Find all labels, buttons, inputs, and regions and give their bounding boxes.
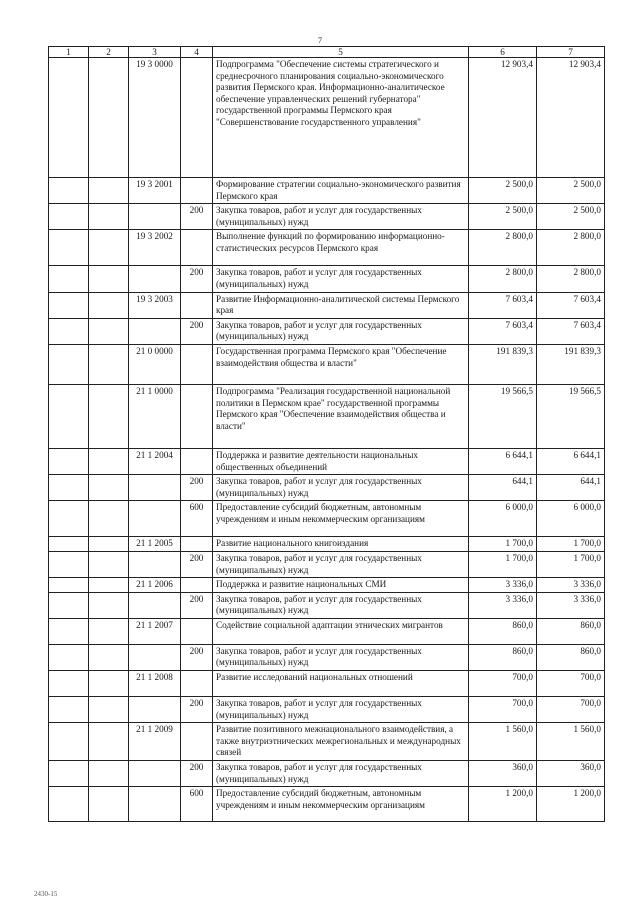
cell-col-2 bbox=[89, 266, 129, 292]
header-col-2: 2 bbox=[89, 47, 129, 58]
cell-item-name: Развитие исследований национальных отношений bbox=[213, 671, 469, 697]
cell-amount-col6: 700,0 bbox=[469, 697, 537, 723]
cell-amount-col6: 12 903,4 bbox=[469, 58, 537, 178]
cell-item-name: Формирование стратегии социально-экономического развития Пермского края bbox=[213, 178, 469, 204]
cell-amount-col7: 1 700,0 bbox=[537, 537, 605, 552]
cell-target-code bbox=[129, 644, 181, 670]
cell-amount-col7: 1 700,0 bbox=[537, 551, 605, 577]
cell-amount-col6: 6 000,0 bbox=[469, 501, 537, 537]
cell-amount-col6: 3 336,0 bbox=[469, 592, 537, 618]
cell-col-2 bbox=[89, 344, 129, 384]
cell-target-code: 19 3 2003 bbox=[129, 292, 181, 318]
cell-col-2 bbox=[89, 292, 129, 318]
cell-col-1 bbox=[49, 318, 89, 344]
cell-col-2 bbox=[89, 578, 129, 593]
cell-amount-col7: 1 200,0 bbox=[537, 787, 605, 822]
cell-amount-col7: 3 336,0 bbox=[537, 592, 605, 618]
cell-target-code: 21 1 2008 bbox=[129, 671, 181, 697]
cell-expense-type: 200 bbox=[181, 644, 213, 670]
cell-amount-col7: 700,0 bbox=[537, 671, 605, 697]
cell-amount-col7: 2 800,0 bbox=[537, 266, 605, 292]
cell-col-2 bbox=[89, 230, 129, 266]
cell-amount-col7: 6 644,1 bbox=[537, 448, 605, 474]
cell-expense-type bbox=[181, 618, 213, 644]
cell-amount-col7: 3 336,0 bbox=[537, 578, 605, 593]
header-col-1: 1 bbox=[49, 47, 89, 58]
cell-amount-col7: 360,0 bbox=[537, 761, 605, 787]
table-row bbox=[49, 551, 605, 577]
table-row bbox=[49, 697, 605, 723]
cell-amount-col6: 2 500,0 bbox=[469, 204, 537, 230]
table-row bbox=[49, 204, 605, 230]
cell-item-name: Закупка товаров, работ и услуг для государственных (муниципальных) нужд bbox=[213, 475, 469, 501]
cell-col-2 bbox=[89, 787, 129, 822]
cell-col-1 bbox=[49, 578, 89, 593]
cell-target-code: 21 1 2006 bbox=[129, 578, 181, 593]
table-row bbox=[49, 266, 605, 292]
cell-target-code bbox=[129, 475, 181, 501]
header-col-7: 7 bbox=[537, 47, 605, 58]
cell-col-1 bbox=[49, 501, 89, 537]
table-row bbox=[49, 58, 605, 178]
cell-amount-col6: 860,0 bbox=[469, 618, 537, 644]
cell-amount-col6: 1 560,0 bbox=[469, 723, 537, 761]
cell-expense-type: 200 bbox=[181, 204, 213, 230]
cell-expense-type bbox=[181, 58, 213, 178]
cell-amount-col6: 6 644,1 bbox=[469, 448, 537, 474]
cell-amount-col6: 360,0 bbox=[469, 761, 537, 787]
cell-expense-type bbox=[181, 448, 213, 474]
cell-target-code bbox=[129, 551, 181, 577]
cell-col-2 bbox=[89, 318, 129, 344]
cell-col-1 bbox=[49, 178, 89, 204]
cell-col-2 bbox=[89, 178, 129, 204]
cell-item-name: Закупка товаров, работ и услуг для государственных (муниципальных) нужд bbox=[213, 551, 469, 577]
cell-item-name: Закупка товаров, работ и услуг для государственных (муниципальных) нужд bbox=[213, 592, 469, 618]
cell-target-code bbox=[129, 787, 181, 822]
cell-item-name: Закупка товаров, работ и услуг для государственных (муниципальных) нужд bbox=[213, 318, 469, 344]
cell-amount-col6: 700,0 bbox=[469, 671, 537, 697]
table-row bbox=[49, 578, 605, 593]
cell-item-name: Закупка товаров, работ и услуг для государственных (муниципальных) нужд bbox=[213, 644, 469, 670]
cell-amount-col7: 2 800,0 bbox=[537, 230, 605, 266]
cell-target-code bbox=[129, 592, 181, 618]
cell-item-name: Развитие Информационно-аналитической системы Пермского края bbox=[213, 292, 469, 318]
cell-col-1 bbox=[49, 644, 89, 670]
cell-target-code bbox=[129, 318, 181, 344]
cell-col-2 bbox=[89, 475, 129, 501]
cell-col-2 bbox=[89, 537, 129, 552]
cell-item-name: Содействие социальной адаптации этнических мигрантов bbox=[213, 618, 469, 644]
cell-amount-col6: 1 700,0 bbox=[469, 551, 537, 577]
cell-amount-col7: 644,1 bbox=[537, 475, 605, 501]
cell-expense-type: 600 bbox=[181, 787, 213, 822]
table-row bbox=[49, 501, 605, 537]
table-row bbox=[49, 384, 605, 448]
cell-col-1 bbox=[49, 787, 89, 822]
cell-col-1 bbox=[49, 592, 89, 618]
cell-col-2 bbox=[89, 644, 129, 670]
page-number: 7 bbox=[318, 36, 322, 45]
table-row bbox=[49, 178, 605, 204]
cell-amount-col7: 700,0 bbox=[537, 697, 605, 723]
cell-item-name: Развитие национального книгоиздания bbox=[213, 537, 469, 552]
cell-col-1 bbox=[49, 671, 89, 697]
cell-item-name: Поддержка и развитие национальных СМИ bbox=[213, 578, 469, 593]
cell-amount-col7: 191 839,3 bbox=[537, 344, 605, 384]
cell-col-1 bbox=[49, 230, 89, 266]
cell-item-name: Закупка товаров, работ и услуг для государственных (муниципальных) нужд bbox=[213, 697, 469, 723]
table-row bbox=[49, 787, 605, 822]
cell-expense-type bbox=[181, 292, 213, 318]
table-body bbox=[49, 58, 605, 822]
cell-expense-type bbox=[181, 671, 213, 697]
cell-item-name: Развитие позитивного межнационального взаимодействия, а также внутриэтнических межрегиональных и международных связей bbox=[213, 723, 469, 761]
table-row bbox=[49, 592, 605, 618]
cell-col-2 bbox=[89, 592, 129, 618]
cell-col-1 bbox=[49, 475, 89, 501]
cell-expense-type: 200 bbox=[181, 318, 213, 344]
cell-expense-type: 600 bbox=[181, 501, 213, 537]
cell-expense-type bbox=[181, 537, 213, 552]
cell-target-code: 19 3 0000 bbox=[129, 58, 181, 178]
table-row bbox=[49, 292, 605, 318]
cell-target-code bbox=[129, 501, 181, 537]
cell-item-name: Закупка товаров, работ и услуг для государственных (муниципальных) нужд bbox=[213, 266, 469, 292]
cell-item-name: Закупка товаров, работ и услуг для государственных (муниципальных) нужд bbox=[213, 761, 469, 787]
cell-expense-type: 200 bbox=[181, 475, 213, 501]
cell-expense-type: 200 bbox=[181, 592, 213, 618]
cell-amount-col7: 860,0 bbox=[537, 618, 605, 644]
cell-col-2 bbox=[89, 384, 129, 448]
cell-expense-type: 200 bbox=[181, 761, 213, 787]
table-row bbox=[49, 618, 605, 644]
budget-table bbox=[48, 46, 605, 822]
cell-expense-type: 200 bbox=[181, 266, 213, 292]
cell-col-1 bbox=[49, 551, 89, 577]
cell-item-name: Предоставление субсидий бюджетным, автономным учреждениям и иным некоммерческим организациям bbox=[213, 787, 469, 822]
cell-amount-col7: 12 903,4 bbox=[537, 58, 605, 178]
header-col-5: 5 bbox=[213, 47, 469, 58]
cell-amount-col6: 2 800,0 bbox=[469, 230, 537, 266]
cell-expense-type bbox=[181, 230, 213, 266]
cell-target-code: 21 1 2005 bbox=[129, 537, 181, 552]
cell-col-2 bbox=[89, 761, 129, 787]
table-row bbox=[49, 761, 605, 787]
table-row bbox=[49, 475, 605, 501]
cell-expense-type: 200 bbox=[181, 551, 213, 577]
cell-target-code bbox=[129, 761, 181, 787]
cell-col-1 bbox=[49, 384, 89, 448]
cell-col-2 bbox=[89, 551, 129, 577]
cell-amount-col7: 7 603,4 bbox=[537, 318, 605, 344]
cell-amount-col6: 1 700,0 bbox=[469, 537, 537, 552]
cell-col-1 bbox=[49, 723, 89, 761]
cell-col-2 bbox=[89, 58, 129, 178]
cell-col-1 bbox=[49, 344, 89, 384]
cell-col-1 bbox=[49, 697, 89, 723]
cell-target-code: 19 3 2001 bbox=[129, 178, 181, 204]
table-row bbox=[49, 671, 605, 697]
table-row bbox=[49, 723, 605, 761]
cell-amount-col6: 1 200,0 bbox=[469, 787, 537, 822]
cell-expense-type bbox=[181, 723, 213, 761]
table-row bbox=[49, 230, 605, 266]
table-row bbox=[49, 644, 605, 670]
cell-col-2 bbox=[89, 723, 129, 761]
cell-target-code: 21 1 2004 bbox=[129, 448, 181, 474]
cell-col-2 bbox=[89, 697, 129, 723]
cell-col-2 bbox=[89, 671, 129, 697]
cell-amount-col6: 3 336,0 bbox=[469, 578, 537, 593]
cell-target-code bbox=[129, 697, 181, 723]
cell-amount-col7: 1 560,0 bbox=[537, 723, 605, 761]
cell-amount-col6: 7 603,4 bbox=[469, 318, 537, 344]
cell-amount-col7: 6 000,0 bbox=[537, 501, 605, 537]
cell-expense-type bbox=[181, 178, 213, 204]
cell-col-1 bbox=[49, 292, 89, 318]
cell-target-code: 21 1 2007 bbox=[129, 618, 181, 644]
cell-amount-col6: 2 800,0 bbox=[469, 266, 537, 292]
cell-item-name: Закупка товаров, работ и услуг для государственных (муниципальных) нужд bbox=[213, 204, 469, 230]
cell-item-name: Поддержка и развитие деятельности национальных общественных объединений bbox=[213, 448, 469, 474]
table-row bbox=[49, 344, 605, 384]
header-col-3: 3 bbox=[129, 47, 181, 58]
cell-expense-type bbox=[181, 344, 213, 384]
cell-target-code bbox=[129, 266, 181, 292]
cell-item-name: Выполнение функций по формированию информационно-статистических ресурсов Пермского края bbox=[213, 230, 469, 266]
footer-code: 2430-15 bbox=[34, 890, 58, 898]
cell-target-code: 21 1 0000 bbox=[129, 384, 181, 448]
cell-target-code: 19 3 2002 bbox=[129, 230, 181, 266]
cell-item-name: Предоставление субсидий бюджетным, автономным учреждениям и иным некоммерческим организациям bbox=[213, 501, 469, 537]
cell-expense-type: 200 bbox=[181, 697, 213, 723]
cell-col-1 bbox=[49, 761, 89, 787]
cell-col-1 bbox=[49, 266, 89, 292]
cell-amount-col6: 644,1 bbox=[469, 475, 537, 501]
cell-col-2 bbox=[89, 448, 129, 474]
cell-item-name: Подпрограмма "Реализация государственной национальной политики в Пермском крае" государственной программы Пермского края "Обеспечение взаимодействия общества и власти" bbox=[213, 384, 469, 448]
cell-amount-col7: 7 603,4 bbox=[537, 292, 605, 318]
cell-target-code bbox=[129, 204, 181, 230]
cell-col-1 bbox=[49, 204, 89, 230]
header-col-4: 4 bbox=[181, 47, 213, 58]
header-col-6: 6 bbox=[469, 47, 537, 58]
header-row bbox=[49, 47, 605, 58]
table-row bbox=[49, 318, 605, 344]
cell-amount-col7: 860,0 bbox=[537, 644, 605, 670]
cell-col-1 bbox=[49, 618, 89, 644]
cell-expense-type bbox=[181, 384, 213, 448]
table-row bbox=[49, 448, 605, 474]
cell-amount-col7: 2 500,0 bbox=[537, 178, 605, 204]
cell-amount-col6: 860,0 bbox=[469, 644, 537, 670]
cell-col-2 bbox=[89, 618, 129, 644]
cell-col-2 bbox=[89, 501, 129, 537]
cell-expense-type bbox=[181, 578, 213, 593]
cell-target-code: 21 1 2009 bbox=[129, 723, 181, 761]
cell-amount-col6: 7 603,4 bbox=[469, 292, 537, 318]
cell-amount-col7: 2 500,0 bbox=[537, 204, 605, 230]
cell-amount-col6: 2 500,0 bbox=[469, 178, 537, 204]
cell-col-2 bbox=[89, 204, 129, 230]
cell-target-code: 21 0 0000 bbox=[129, 344, 181, 384]
cell-amount-col7: 19 566,5 bbox=[537, 384, 605, 448]
table-row bbox=[49, 537, 605, 552]
cell-amount-col6: 191 839,3 bbox=[469, 344, 537, 384]
cell-amount-col6: 19 566,5 bbox=[469, 384, 537, 448]
cell-item-name: Подпрограмма "Обеспечение системы стратегического и среднесрочного планирования социально-экономического развития Пермского края. Информационно-аналитическое обеспечение управленческих решений губернатора" государственной программы Пермского края "Совершенствование государственного управления" bbox=[213, 58, 469, 178]
cell-item-name: Государственная программа Пермского края "Обеспечение взаимодействия общества и власти" bbox=[213, 344, 469, 384]
cell-col-1 bbox=[49, 448, 89, 474]
cell-col-1 bbox=[49, 58, 89, 178]
cell-col-1 bbox=[49, 537, 89, 552]
